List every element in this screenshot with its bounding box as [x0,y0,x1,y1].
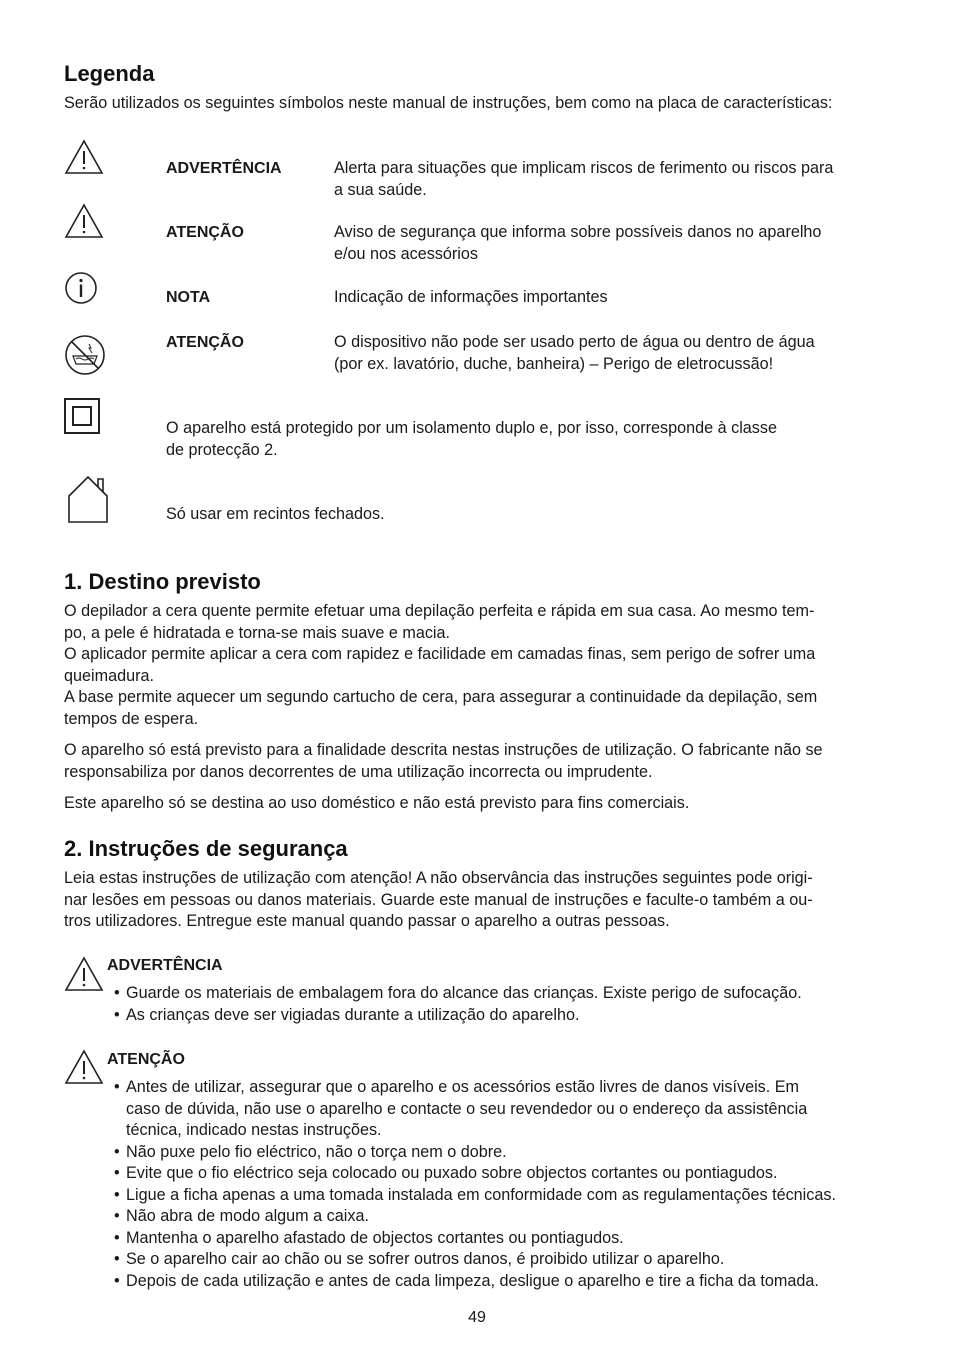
list-item: • As crianças deve ser vigiadas durante a utilização do aparelho. [114,1005,894,1027]
legend-desc-warning: Alerta para situações que implicam riscos de ferimento ou riscos para a sua saúde. [334,159,834,199]
double-insulation-icon [64,398,100,434]
legend-desc-caution: Aviso de segurança que informa sobre possíveis danos no aparelho e/ou nos acessórios [334,223,822,263]
caution-list [114,1077,904,1292]
legend-label-caution-water: ATENÇÃO [166,334,244,351]
warning-list [114,983,894,1026]
legend-desc-indoor: Só usar em recintos fechados. [166,505,385,523]
warning-triangle-icon [64,1049,104,1085]
list-item: • Se o aparelho cair ao chão ou se sofrer outros danos, é proibido utilizar o aparelho. [114,1249,904,1271]
indoor-house-icon [65,474,111,524]
list-item: • Evite que o fio eléctrico seja colocado ou puxado sobre objectos cortantes ou pontiagudos. [114,1163,904,1185]
legend-desc-double-insulation: O aparelho está protegido por um isolamento duplo e, por isso, corresponde à classe de protecção 2. [166,419,777,459]
legend-label-caution: ATENÇÃO [166,224,244,241]
list-item: • Mantenha o aparelho afastado de objectos cortantes ou pontiagudos. [114,1228,904,1250]
section1-paragraph-3: Este aparelho só se destina ao uso doméstico e não está previsto para fins comerciais. [64,794,690,812]
legend-label-warning: ADVERTÊNCIA [166,160,282,177]
warning-triangle-icon [64,956,104,992]
warning-triangle-icon [64,203,104,239]
section1-paragraph-2: O aparelho só está previsto para a finalidade descrita nestas instruções de utilização. O fabricante não se responsabiliza por danos decorrentes de uma utilização incorrecta ou imprudente. [64,741,823,781]
legend-intro: Serão utilizados os seguintes símbolos neste manual de instruções, bem como na placa de características: [64,94,833,112]
section1-title: 1. Destino previsto [64,569,261,594]
list-item: • Depois de cada utilização e antes de cada limpeza, desligue o aparelho e tire a ficha da tomada. [114,1271,904,1293]
page-number: 49 [468,1309,486,1326]
legend-title: Legenda [64,61,155,86]
list-item: • Guarde os materiais de embalagem fora do alcance das crianças. Existe perigo de sufocação. [114,983,894,1005]
legend-desc-water: O dispositivo não pode ser usado perto de água ou dentro de água (por ex. lavatório, duche, banheira) – Perigo de eletrocussão! [334,333,815,373]
list-item: • Ligue a ficha apenas a uma tomada instalada em conformidade com as regulamentações técnicas. [114,1185,904,1207]
no-water-icon [64,334,106,376]
legend-desc-note: Indicação de informações importantes [334,288,608,306]
caution-label: ATENÇÃO [107,1051,185,1068]
list-item: • Antes de utilizar, assegurar que o aparelho e os acessórios estão livres de danos visíveis. Em caso de dúvida, não use o aparelho e contacte o seu revendedor ou o endereço da assistência técnica, indicado nestas instruções. [114,1077,904,1142]
info-circle-icon [64,271,98,305]
section1-paragraph-1: O depilador a cera quente permite efetuar uma depilação perfeita e rápida em sua casa. Ao mesmo tem- po, a pele é hidratada e torna-se mais suave e macia. O aplicador permite aplicar a cera com rapidez e facilidade em camadas finas, sem perigo de sofrer uma queimadura. A base permite aquecer um segundo cartucho de cera, para assegurar a continuidade da depilação, sem tempos de espera. [64,602,818,728]
section2-title: 2. Instruções de segurança [64,836,348,861]
warning-triangle-icon [64,139,104,175]
list-item: • Não abra de modo algum a caixa. [114,1206,904,1228]
section2-intro: Leia estas instruções de utilização com atenção! A não observância das instruções seguintes pode origi- nar lesões em pessoas ou danos materiais. Guarde este manual de instruções e faculte-o também a ou- tros utilizadores. Entregue este manual quando passar o aparelho a outras pessoas. [64,869,813,930]
list-item: • Não puxe pelo fio eléctrico, não o torça nem o dobre. [114,1142,904,1164]
legend-label-note: NOTA [166,289,211,306]
warning-label: ADVERTÊNCIA [107,957,223,974]
